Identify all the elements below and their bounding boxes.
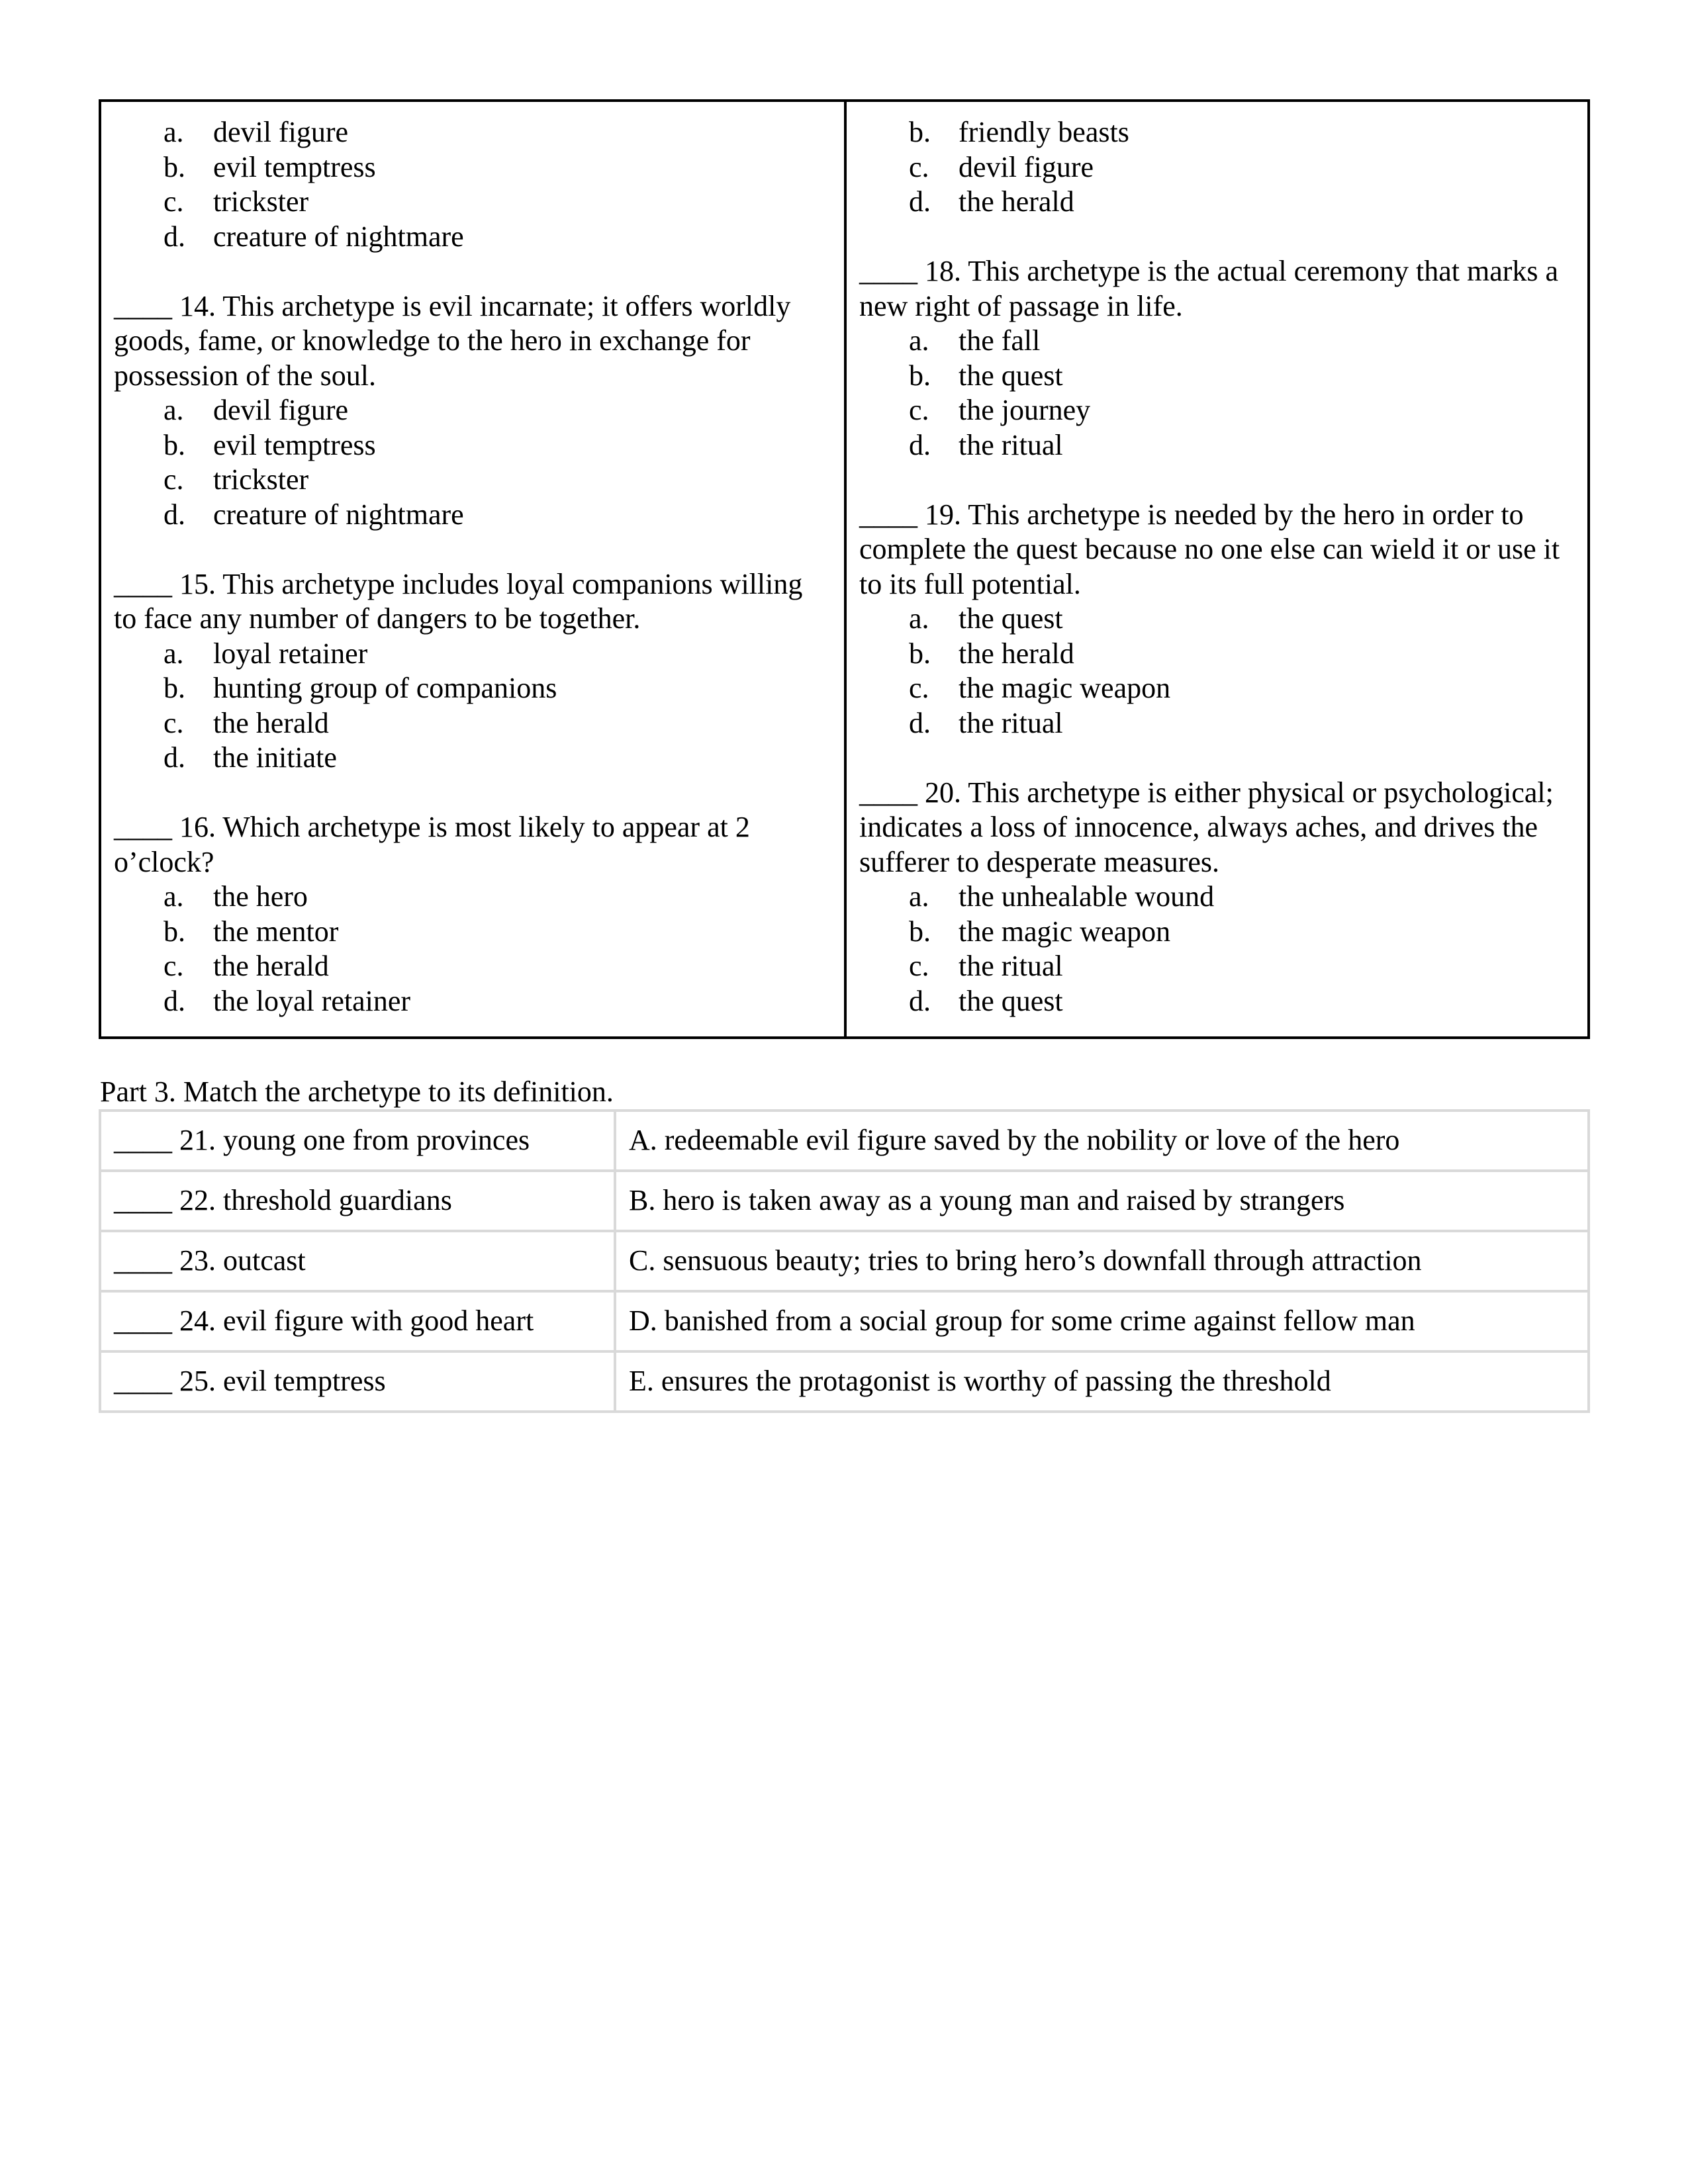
part3-heading: Part 3. Match the archetype to its definition.: [100, 1075, 614, 1108]
option-letter: c.: [909, 672, 929, 704]
question-text: ____ 16. Which archetype is most likely to appear at 2 o’clock?: [114, 811, 750, 878]
option-item: [859, 602, 1575, 637]
question-text: ____ 18. This archetype is the actual ceremony that marks a new right of passage in life.: [859, 255, 1559, 322]
option-letter: d.: [164, 984, 185, 1017]
table-row: [100, 1171, 1589, 1231]
question-20: [859, 776, 1575, 1019]
option-letter: b.: [909, 915, 931, 948]
match-definition: C. sensuous beauty; tries to bring hero’s downfall through attraction: [615, 1231, 1589, 1291]
option-item: [114, 115, 832, 150]
matching-table: [99, 1109, 1590, 1413]
option-letter: a.: [164, 880, 184, 913]
option-letter: d.: [909, 185, 931, 218]
option-item: [114, 880, 832, 915]
option-letter: d.: [164, 498, 185, 531]
match-definition: B. hero is taken away as a young man and raised by strangers: [615, 1171, 1589, 1231]
question-13-continued: [114, 115, 832, 254]
table-row: [100, 1111, 1589, 1171]
option-text: devil figure: [213, 116, 349, 148]
option-letter: c.: [909, 150, 929, 183]
question-17-continued: [859, 115, 1575, 220]
option-item: [114, 185, 832, 220]
option-text: the magic weapon: [959, 672, 1171, 704]
option-text: the ritual: [959, 706, 1063, 739]
option-text: trickster: [213, 463, 309, 496]
right-question-column: [847, 102, 1587, 1036]
question-18: [859, 254, 1575, 463]
option-letter: a.: [909, 324, 929, 357]
option-text: the mentor: [213, 915, 339, 948]
option-text: the herald: [213, 706, 329, 739]
option-text: the quest: [959, 359, 1063, 392]
option-item: [114, 984, 832, 1019]
option-letter: b.: [909, 637, 931, 670]
option-list: [859, 324, 1575, 463]
option-item: [859, 880, 1575, 915]
option-text: the herald: [959, 637, 1074, 670]
option-text: the ritual: [959, 950, 1063, 982]
question-text: ____ 15. This archetype includes loyal companions willing to face any number of dangers to be together.: [114, 567, 803, 635]
option-item: [859, 324, 1575, 359]
option-text: evil temptress: [213, 150, 376, 183]
option-letter: c.: [909, 394, 929, 426]
option-text: evil temptress: [213, 428, 376, 461]
question-text: ____ 20. This archetype is either physical or psychological; indicates a loss of innocence, always aches, and drives the sufferer to desperate measures.: [859, 776, 1554, 878]
option-letter: b.: [164, 672, 185, 704]
option-text: friendly beasts: [959, 116, 1129, 148]
option-text: loyal retainer: [213, 637, 368, 670]
option-text: the herald: [213, 950, 329, 982]
option-letter: a.: [909, 880, 929, 913]
match-term: ____ 22. threshold guardians: [100, 1171, 615, 1231]
option-list: [859, 115, 1575, 220]
option-item: [859, 637, 1575, 672]
table-row: [100, 1351, 1589, 1412]
option-item: [859, 393, 1575, 428]
option-letter: c.: [164, 463, 184, 496]
option-letter: a.: [164, 116, 184, 148]
option-item: [114, 915, 832, 950]
option-letter: a.: [909, 602, 929, 635]
option-text: the unhealable wound: [959, 880, 1215, 913]
option-letter: c.: [164, 185, 184, 218]
option-text: the herald: [959, 185, 1074, 218]
option-item: [114, 150, 832, 185]
multiple-choice-box: [99, 99, 1590, 1039]
match-definition: A. redeemable evil figure saved by the nobility or love of the hero: [615, 1111, 1589, 1171]
option-item: [114, 637, 832, 672]
question-19: [859, 498, 1575, 741]
option-text: the ritual: [959, 428, 1063, 461]
option-item: [859, 115, 1575, 150]
option-text: trickster: [213, 185, 309, 218]
option-list: [114, 880, 832, 1019]
question-text: ____ 14. This archetype is evil incarnate; it offers worldly goods, fame, or knowledge to the hero in exchange for possession of the soul.: [114, 289, 791, 392]
option-item: [859, 185, 1575, 220]
option-letter: c.: [164, 706, 184, 739]
question-14: [114, 289, 832, 533]
option-letter: c.: [164, 950, 184, 982]
option-text: the loyal retainer: [213, 984, 411, 1017]
option-item: [859, 428, 1575, 463]
match-definition: D. banished from a social group for some crime against fellow man: [615, 1291, 1589, 1351]
option-letter: b.: [909, 359, 931, 392]
option-item: [859, 150, 1575, 185]
match-definition: E. ensures the protagonist is worthy of passing the threshold: [615, 1351, 1589, 1412]
option-item: [859, 984, 1575, 1019]
option-item: [114, 949, 832, 984]
option-item: [114, 428, 832, 463]
option-letter: c.: [909, 950, 929, 982]
option-item: [859, 949, 1575, 984]
question-16: [114, 810, 832, 1019]
option-letter: b.: [909, 116, 931, 148]
option-letter: d.: [164, 741, 185, 774]
option-text: creature of nightmare: [213, 220, 464, 253]
option-letter: a.: [164, 394, 184, 426]
option-text: devil figure: [213, 394, 349, 426]
option-letter: d.: [909, 984, 931, 1017]
option-text: the quest: [959, 984, 1063, 1017]
option-item: [114, 671, 832, 706]
option-list: [114, 637, 832, 776]
option-letter: b.: [164, 150, 185, 183]
left-question-column: [101, 102, 847, 1036]
option-text: the journey: [959, 394, 1091, 426]
option-item: [114, 498, 832, 533]
option-text: hunting group of companions: [213, 672, 557, 704]
option-text: the hero: [213, 880, 308, 913]
option-text: the quest: [959, 602, 1063, 635]
option-item: [859, 359, 1575, 394]
match-term: ____ 21. young one from provinces: [100, 1111, 615, 1171]
option-letter: b.: [164, 915, 185, 948]
option-item: [114, 706, 832, 741]
option-item: [859, 706, 1575, 741]
question-text: ____ 19. This archetype is needed by the hero in order to complete the quest because no one else can wield it or use it to its full potential.: [859, 498, 1560, 600]
option-item: [114, 741, 832, 776]
option-text: the initiate: [213, 741, 337, 774]
option-letter: d.: [909, 428, 931, 461]
option-item: [114, 393, 832, 428]
option-list: [114, 115, 832, 254]
option-letter: d.: [909, 706, 931, 739]
option-text: the magic weapon: [959, 915, 1171, 948]
match-term: ____ 23. outcast: [100, 1231, 615, 1291]
option-letter: b.: [164, 428, 185, 461]
question-15: [114, 567, 832, 776]
option-text: creature of nightmare: [213, 498, 464, 531]
option-item: [114, 463, 832, 498]
option-item: [114, 220, 832, 255]
option-list: [859, 880, 1575, 1019]
option-letter: a.: [164, 637, 184, 670]
option-text: devil figure: [959, 150, 1094, 183]
table-row: [100, 1231, 1589, 1291]
option-item: [859, 915, 1575, 950]
option-item: [859, 671, 1575, 706]
option-list: [114, 393, 832, 532]
table-row: [100, 1291, 1589, 1351]
option-letter: d.: [164, 220, 185, 253]
match-term: ____ 25. evil temptress: [100, 1351, 615, 1412]
match-term: ____ 24. evil figure with good heart: [100, 1291, 615, 1351]
option-text: the fall: [959, 324, 1041, 357]
option-list: [859, 602, 1575, 741]
